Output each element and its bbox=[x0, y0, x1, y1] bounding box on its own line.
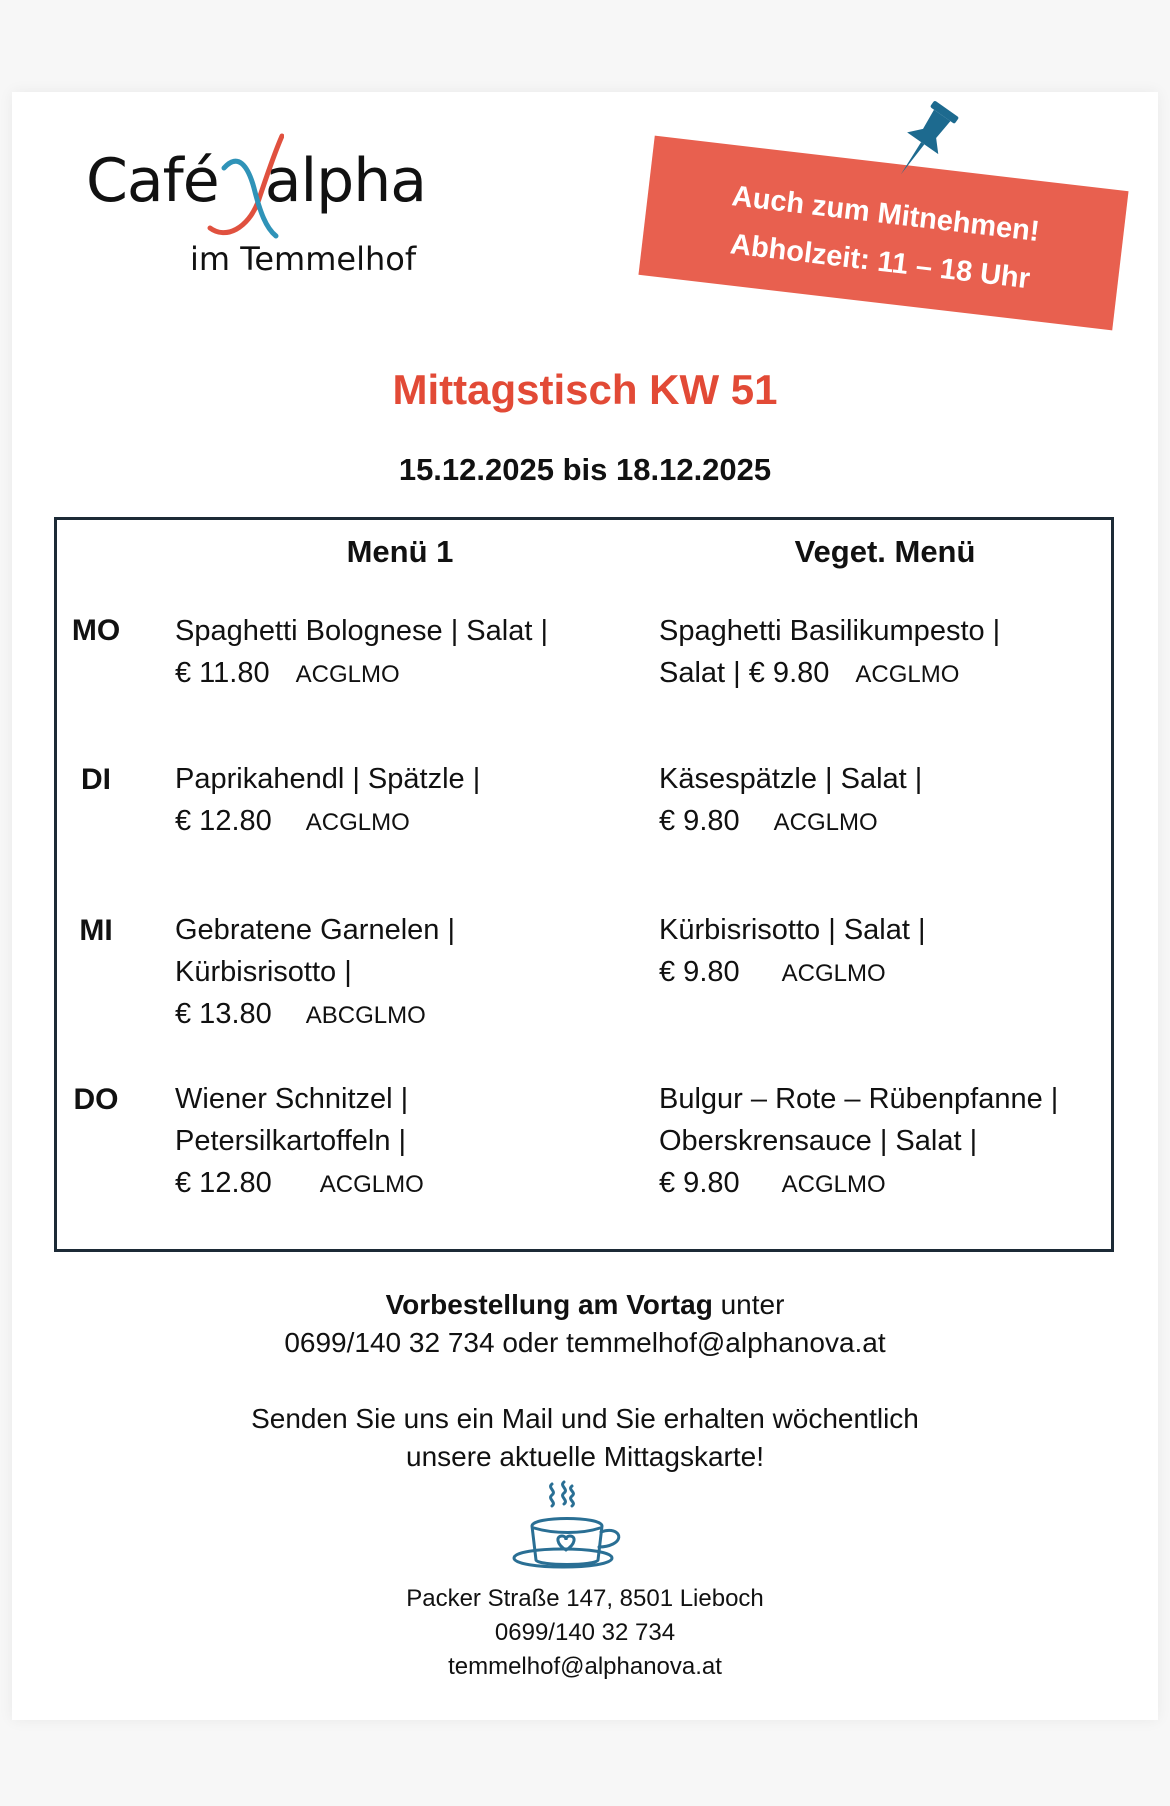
phone-number: 0699/140 32 734 bbox=[494, 1619, 676, 1646]
logo-x-swoosh-icon bbox=[204, 132, 284, 242]
dish-line: Petersilkartoffeln | bbox=[175, 1125, 407, 1157]
cafe-alpha-logo bbox=[86, 132, 456, 292]
dish-line: Gebratene Garnelen | bbox=[175, 914, 455, 946]
price: € 9.80 bbox=[659, 956, 740, 988]
price: € 12.80 bbox=[175, 805, 272, 837]
logo-text-alpha: alpha bbox=[264, 146, 427, 216]
contact-block bbox=[0, 1582, 1170, 1684]
preorder-info bbox=[0, 1286, 1170, 1362]
date-range: 15.12.2025 bis 18.12.2025 bbox=[398, 452, 772, 487]
day-label-mi: MI bbox=[79, 914, 113, 947]
column-header-veg: Veget. Menü bbox=[794, 534, 976, 569]
dish-do-menu1 bbox=[175, 1078, 424, 1206]
coffee-cup-icon bbox=[508, 1480, 626, 1572]
day-label-di: DI bbox=[81, 763, 111, 796]
dish-line: Paprikahendl | Spätzle | bbox=[175, 763, 481, 795]
day-label-mo: MO bbox=[71, 614, 121, 647]
dish-line: Kürbisrisotto | Salat | bbox=[659, 914, 926, 946]
allergen-codes: ACGLMO bbox=[781, 1171, 886, 1198]
column-header-menu1: Menü 1 bbox=[346, 534, 454, 569]
dish-di-menu1 bbox=[175, 758, 480, 844]
allergen-codes: ACGLMO bbox=[855, 661, 960, 688]
dish-mi-veg bbox=[659, 909, 926, 995]
dish-mo-veg bbox=[659, 610, 1000, 696]
dish-line: Bulgur – Rote – Rübenpfanne | bbox=[659, 1083, 1059, 1115]
dish-line-prefix: Salat | bbox=[659, 657, 749, 689]
pushpin-icon bbox=[890, 100, 960, 190]
dish-line: Kürbisrisotto | bbox=[175, 956, 352, 988]
price: € 9.80 bbox=[659, 805, 740, 837]
page-title: Mittagstisch KW 51 bbox=[392, 366, 778, 413]
dish-mo-menu1 bbox=[175, 610, 548, 696]
newsletter-line-2: unsere aktuelle Mittagskarte! bbox=[406, 1441, 764, 1472]
address: Packer Straße 147, 8501 Lieboch bbox=[406, 1585, 764, 1612]
logo-text-cafe: Café bbox=[86, 146, 219, 216]
dish-line: Spaghetti Bolognese | Salat | bbox=[175, 615, 548, 647]
banner-takeaway-text: Auch zum Mitnehmen! bbox=[730, 180, 1042, 249]
allergen-codes: ACGLMO bbox=[773, 809, 878, 836]
banner-pickup-time: Abholzeit: 11 – 18 Uhr bbox=[728, 228, 1032, 296]
email-address: temmelhof@alphanova.at bbox=[448, 1653, 722, 1680]
dish-line: Spaghetti Basilikumpesto | bbox=[659, 615, 1001, 647]
dish-line: Oberskrensauce | Salat | bbox=[659, 1125, 978, 1157]
logo-subtitle: im Temmelhof bbox=[190, 240, 417, 278]
dish-do-veg bbox=[659, 1078, 1058, 1206]
allergen-codes: ACGLMO bbox=[295, 661, 400, 688]
price: € 12.80 bbox=[175, 1167, 272, 1199]
price: € 13.80 bbox=[175, 998, 272, 1030]
price: € 9.80 bbox=[659, 1167, 740, 1199]
price: € 11.80 bbox=[175, 657, 270, 689]
newsletter-info bbox=[0, 1400, 1170, 1476]
preorder-suffix: unter bbox=[712, 1289, 785, 1320]
newsletter-line-1: Senden Sie uns ein Mail und Sie erhalten wöchentlich bbox=[251, 1403, 919, 1434]
dish-line: Wiener Schnitzel | bbox=[175, 1083, 409, 1115]
dish-line: Käsespätzle | Salat | bbox=[659, 763, 923, 795]
allergen-codes: ACGLMO bbox=[781, 960, 886, 987]
dish-di-veg bbox=[659, 758, 922, 844]
price: € 9.80 bbox=[748, 657, 830, 689]
preorder-contact: 0699/140 32 734 oder temmelhof@alphanova.at bbox=[284, 1327, 886, 1358]
allergen-codes: ACGLMO bbox=[319, 1171, 424, 1198]
day-label-do: DO bbox=[73, 1083, 119, 1116]
allergen-codes: ACGLMO bbox=[305, 809, 410, 836]
dish-mi-menu1 bbox=[175, 909, 455, 1037]
allergen-codes: ABCGLMO bbox=[305, 1002, 426, 1029]
preorder-heading: Vorbestellung am Vortag bbox=[385, 1289, 713, 1320]
